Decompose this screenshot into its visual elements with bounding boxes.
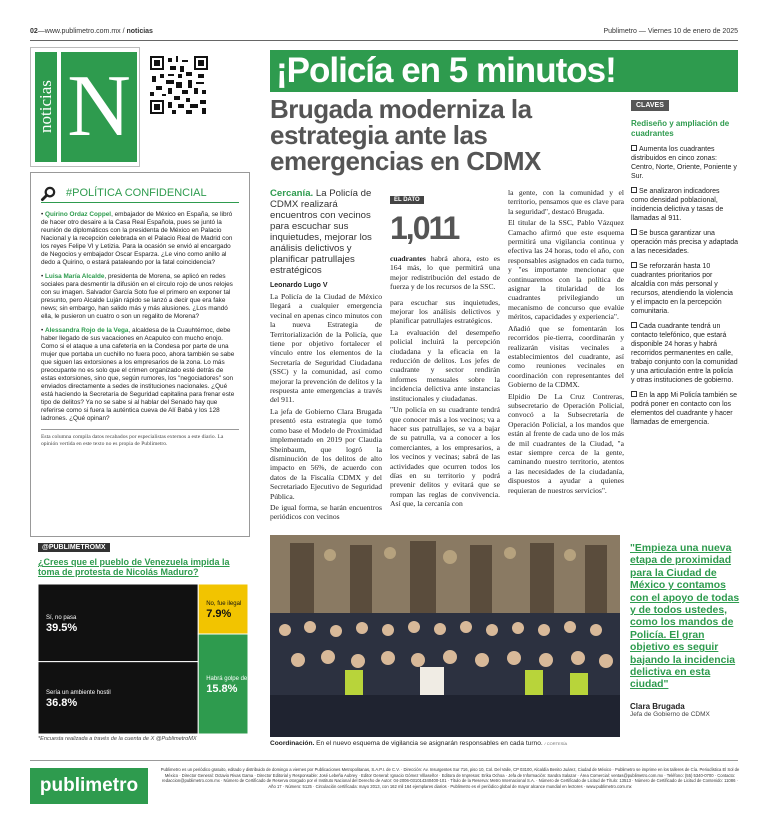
checkbox-icon bbox=[631, 187, 637, 193]
politica-item: • Luisa María Alcalde, presidenta de Morena, se aplicó en redes sociales para desmentir la difusión en el círculo rojo de unos relojes con su imagen. Salvador García Soto fue el primero en exponer tal presunto, pero Alcalde Luján rápido se lanzó a decir que era fake news; sin embargo, han salido más y más alusiones. ¿Los mandó ella, le pusieron un cuatro o son un regalito de Morena? bbox=[41, 273, 233, 320]
claves-item-text: Cada cuadrante tendrá un contacto telefónico, que estará disponible 24 horas y habrá recorridos permanentes en calle, trabajo conjunto con la comunidad y una articulación entre la policía y otras instituciones de gobierno. bbox=[631, 323, 738, 384]
paragraph: La Policía de la Ciudad de México llegará a cualquier emergencia vecinal en apenas cinco minutos con la nueva Estrategia de Territorialización de la Policía, que tiene por objetivo fortalecer el vínculo entre los elementos de la Secretaría de Seguridad Ciudadana (SSC) y la comunidad, así como mejorar la prevención de delitos y la respuesta ante emergencias a través del 911. bbox=[270, 292, 382, 405]
poll-value: 39.5% bbox=[46, 621, 78, 634]
claves-item-text: Se busca garantizar una operación más precisa y adaptada a las necesidades. bbox=[631, 230, 739, 255]
paragraph: la gente, con la comunidad y el territorio, pensamos que es clave para la seguridad", destacó Brugada. bbox=[508, 188, 624, 216]
quote-author: Clara Brugada bbox=[630, 701, 685, 711]
politica-title: #POLÍTICA CONFIDENCIAL bbox=[66, 187, 207, 199]
el-dato-lead: cuadrantes bbox=[390, 254, 426, 263]
el-dato-label: EL DATO bbox=[390, 196, 424, 204]
photo-caption bbox=[270, 740, 630, 747]
poll-footnote: *Encuesta realizada a través de la cuenta de X @PublimetroMX bbox=[38, 736, 197, 742]
politica-item-text: , embajador de México en España, se libró de hacer otro desaire a la Casa Real Española, pues se juntó la reunión de diplomáticos con la presidenta de México en Palacio Nacional y la recepción celebrada en el Palacio Real de Madrid con los reyes Felipe VI y Letizia. Para la ocasión se envió al encargado de Negocios y embajador Oscar Esparza. ¿Le vino como anillo al dedo a Quirino, o estará pataleando por la fatal coincidencia? bbox=[41, 211, 233, 266]
poll-label: Sí, no pasa bbox=[46, 614, 77, 621]
politica-item-name: Alessandra Rojo de la Vega bbox=[45, 327, 129, 334]
claves-item-text: Se analizaron indicadores como densidad poblacional, incidencia delictiva y tasas de llamadas al 911. bbox=[631, 188, 724, 222]
paragraph: Añadió que se fomentarán los recorridos pie-tierra, coordinarán y realizarán visitas vecinales a establecimientos del cuadrante, así como reuniones vecinales en coordinación con representantes del Gobierno de la CDMX. bbox=[508, 323, 624, 390]
group-photo bbox=[270, 535, 620, 737]
paragraph: Elpidio De La Cruz Contreras, subsecretario de Operación Policial, convocó a la Subsecretaría de Operación Policial, a los mandos que están al frente de cada uno de los más de mil cuadrantes de la Ciudad, "a estar siempre cerca de la gente, caminando nuestro territorio, atentos a las necesidades de la ciudadanía, dispuestos a ayudar a quienes requieran de nuestros servicios". bbox=[508, 391, 624, 495]
politica-header bbox=[41, 183, 239, 203]
paragraph: De igual forma, se harán encuentros periódicos con vecinos bbox=[270, 502, 382, 522]
article-column-2 bbox=[390, 254, 500, 511]
poll-box bbox=[38, 536, 267, 748]
section-letter: N bbox=[61, 52, 137, 162]
politica-disclaimer: Esta columna compila datos recabados por especialistas externos a este diario. La opinión vertida en este texto no es propia de Publimetro. bbox=[41, 429, 239, 448]
poll-label: Habrá golpe de estado bbox=[206, 676, 267, 682]
article-lead bbox=[270, 188, 382, 276]
checkbox-icon bbox=[631, 229, 637, 235]
claves-item-text: En la app Mi Policía también se podrá poner en contacto con los elementos del cuadrante y hacer llamadas de emergencia. bbox=[631, 392, 738, 426]
checkbox-icon bbox=[631, 322, 637, 328]
footer-imprint: Publimetro es un periódico gratuito, editado y distribuido de domingo a viernes por Publicaciones Metropolitanas, S.A.P.I. de C.V. · Dirección: Av. Insurgentes Sur 716, piso 10, Col. Del Valle, CP 03100, Alcaldía Benito Juárez, Ciudad de México · Publimetro se imprime en los talleres de Cía. Periodística El Sol de México · Director General: Octavio Rivas Gama · Director Editorial y Responsable: José Lebeña Aubrey · Editor General: Ignacio Gómez Villaseñor · Editora de Impresos: Erika Ochoa · Jefa de Información: Sandra Salazar · Área Comercial: ventas@publimetro.com.mx · Teléfono: (55) 5340-0700 · Contacto: redaccion@publimetro.com.mx · Número de Certificado de Reserva otorgado por el Instituto Nacional del Derecho de Autor: 04-2006-031014340400-101 · Título de la Reserva: Metro Internacional S.A. · Número de Certificado de Licitud de Título: 13513 · Número de Certificado de Licitud de Contenido: 11086 · Año 17 · Número: 5125 · Circulación certificada: mayo 2013, con 162 mil 164 ejemplares diarios · Publimetro es el periódico global de mayor alcance mundial en lectores · www.publimetro.com.mx bbox=[160, 767, 740, 789]
claves-box bbox=[631, 100, 738, 433]
claves-heading: Rediseño y ampliación de cuadrantes bbox=[631, 119, 730, 138]
poll-value: 36.8% bbox=[46, 696, 78, 709]
section-logo bbox=[30, 47, 140, 167]
politica-item: • Alessandra Rojo de la Vega, alcaldesa de la Cuauhtémoc, debe haber llegado de sus vacaciones en Acapulco con mucho enojo. Como si el ataque a una cafetería en la Condesa por parte de una mujer que portaba un cuchillo no fuera poco, ahora también se sabe que siguen las extorsiones a los empresarios de la zona. Lo más preocupante no es solo que el crimen organizado esté detrás de estas extorsiones, sino que, según rumores, los "negociadores" son enviados directamente a sedes de instituciones nacionales. ¿Qué está haciendo la Secretaría de Seguridad capitalina para frenar este tipo de delitos? Ya no se sabe si al hablar del Senado hay que referirse como si fuera la auténtica cueva de Alí Babá y los 128 ladrones. ¿Qué opinan? bbox=[41, 327, 235, 422]
claves-item bbox=[631, 145, 738, 181]
paragraph: La jefa de Gobierno Clara Brugada presentó esta estrategia que tomó como base el Modelo de Proximidad implementado en 2019 por Claudia Sheinbaum, que logró la disminución de los delitos de alto impacto en 56%, de acuerdo con datos de la Fiscalía CDMX y del Secretariado Ejecutivo de Seguridad Pública. bbox=[270, 406, 382, 501]
pull-quote bbox=[630, 543, 742, 718]
byline: Leonardo Lugo V bbox=[270, 282, 328, 289]
poll-tag[interactable]: @PUBLIMETROMX bbox=[38, 543, 110, 552]
quote-author-role: Jefa de Gobierno de CDMX bbox=[630, 710, 710, 718]
el-dato-text bbox=[390, 254, 500, 292]
page-header-left: 02—www.publimetro.com.mx / noticias bbox=[30, 28, 153, 35]
quote-text: "Empieza una nueva etapa de proximidad para la Ciudad de México y contamos con el apoyo de todas y de todos ustedes, como los mandos de Policía. El gran objetivo es seguir bajando la incidencia delictiva en esta ciudad" bbox=[630, 543, 740, 691]
caption-text: En el nuevo esquema de vigilancia se asignarán responsables en cada turno. bbox=[314, 740, 543, 747]
poll-label: Sería un ambiente hostil bbox=[46, 689, 111, 696]
qr-code-icon[interactable] bbox=[150, 56, 208, 114]
magnifier-icon bbox=[41, 186, 56, 201]
claves-item bbox=[631, 322, 738, 385]
subheadline: Brugada moderniza la estrategia ante las emergencias en CDMX bbox=[270, 94, 541, 176]
poll-question: ¿Crees que el pueblo de Venezuela impida la toma de protesta de Nicolás Maduro? bbox=[38, 557, 230, 577]
article-column-3 bbox=[508, 188, 624, 497]
lead-kicker: Cercanía. bbox=[270, 188, 314, 199]
footer-rule bbox=[30, 760, 738, 761]
site-url[interactable]: www.publimetro.com.mx bbox=[44, 28, 121, 35]
caption-lead: Coordinación. bbox=[270, 740, 315, 747]
claves-item-text: Aumenta los cuadrantes distribuidos en cinco zonas: Centro, Norte, Oriente, Poniente y Sur. bbox=[631, 146, 737, 180]
claves-item-text: Se reforzarán hasta 10 cuadrantes prioritarios por alcaldía con más personal y recursos, atendiendo la violencia y el impacto en la percepción comunitaria. bbox=[631, 263, 733, 315]
page-header bbox=[30, 28, 738, 40]
section-name: noticias bbox=[126, 28, 153, 35]
claves-label: CLAVES bbox=[631, 100, 669, 111]
headline: ¡Policía en 5 minutos! bbox=[270, 50, 738, 92]
poll-value: 7.9% bbox=[206, 608, 232, 620]
claves-item bbox=[631, 391, 738, 427]
politica-confidencial-box bbox=[30, 172, 250, 537]
article-column-1 bbox=[270, 292, 382, 524]
politica-item-text: , alcaldesa de la Cuauhtémoc, debe haber llegado de sus vacaciones en Acapulco con mucho enojo. Como si el ataque a una cafetería en la Condesa por parte de una mujer que portaba un cuchillo no fuera poco, ahora también se sabe que siguen las extorsiones a los empresarios de la zona. Lo más preocupante no es solo que el crimen organizado esté detrás de estas extorsiones, sino que, según rumores, los "negociadores" son enviados directamente a sedes de instituciones nacionales. ¿Qué está haciendo la Secretaría de Seguridad capitalina para frenar este tipo de delitos? Ya no se sabe si al hablar del Senado hay que referirse como si fuera la auténtica cueva de Alí Babá y los 128 ladrones. ¿Qué opinan? bbox=[41, 327, 235, 422]
checkbox-icon bbox=[631, 145, 637, 151]
el-dato-box bbox=[390, 188, 500, 248]
poll-chart bbox=[38, 584, 267, 734]
claves-item bbox=[631, 262, 738, 316]
politica-item-name: Luisa María Alcalde bbox=[45, 273, 105, 280]
paragraph: La evaluación del desempeño policial incluirá la percepción ciudadana y la eficacia en la reducción de delitos. Los jefes de cuadrante y sector rendirán informes mensuales sobre la incidencia delictiva ante instancias institucionales y ciudadanas. bbox=[390, 327, 500, 403]
poll-value: 15.8% bbox=[206, 683, 238, 695]
politica-item: • Quirino Ordaz Coppel, embajador de México en España, se libró de hacer otro desaire a la Casa Real Española, pues se juntó la reunión de diplomáticos con la presidenta de México en Palacio Nacional y la recepción celebrada en el Palacio Real de Madrid con los reyes Felipe VI y Letizia. Para la ocasión se envió al encargado de Negocios y embajador Oscar Esparza. ¿Le vino como anillo al dedo a Quirino, o estará pataleando por la fatal coincidencia? bbox=[41, 211, 233, 266]
page-number: 02 bbox=[30, 28, 38, 35]
paragraph: para escuchar sus inquietudes, mejorar los análisis delictivos y planificar patrullajes estratégicos. bbox=[390, 297, 500, 326]
header-rule bbox=[30, 40, 738, 41]
section-word: noticias bbox=[35, 52, 57, 162]
el-dato-body: habrá ahora, esto es 164 más, lo que permitirá una mejor redistribución del estado de fuerza y de los recursos de la SSC. bbox=[390, 254, 500, 292]
politica-item-name: Quirino Ordaz Coppel bbox=[45, 211, 112, 218]
claves-item bbox=[631, 187, 738, 223]
claves-item bbox=[631, 229, 738, 256]
poll-label: No, fue ilegal bbox=[206, 601, 242, 607]
date-line: Publimetro — Viernes 10 de enero de 2025 bbox=[603, 28, 738, 35]
lead-text: La Policía de CDMX realizará encuentros con vecinos para escuchar sus inquietudes, mejorar los análisis delictivos y planificar patrullajes estratégicos bbox=[270, 188, 372, 276]
photo-credit: / CORTESÍA bbox=[544, 741, 568, 746]
publimetro-logo[interactable]: publimetro bbox=[30, 768, 148, 804]
checkbox-icon bbox=[631, 391, 637, 397]
paragraph: El titular de la SSC, Pablo Vázquez Camacho afirmó que este esquema permitirá una vigilancia continua y efectiva las 24 horas, todo el año, con responsables asignados en cada turno, y "es importante mencionar que continuaremos con la política de asignar la titularidad de los cuadrantes privilegiando un mecanismo de concurso que evalúe méritos, capacidades y experiencia". bbox=[508, 218, 624, 322]
el-dato-number: 1,011 bbox=[390, 210, 459, 246]
paragraph: "Un policía en su cuadrante tendrá que conocer más a los vecinos; va a hacer sus patrullajes, se va a bajar de su patrulla, va a conocer a los comerciantes, a los empresarios, a los vecinos y vecinas; sabrá de las actividades que ocurren todos los días en su territorio y podrá prevenir delitos y evitará que se rompan las reglas de convivencia. Así que, la cercanía con bbox=[390, 405, 500, 509]
politica-item-text: , presidenta de Morena, se aplicó en redes sociales para desmentir la difusión en el círculo rojo de unos relojes con su imagen. Salvador García Soto fue el primero en exponer tal presunto, pero Alcalde Luján rápido se lanzó a decir que era fake news; sin embargo, han salido más y más alusiones. ¿Los mandó ella, le pusieron un cuatro o son un regalito de Morena? bbox=[41, 273, 233, 320]
checkbox-icon bbox=[631, 262, 637, 268]
